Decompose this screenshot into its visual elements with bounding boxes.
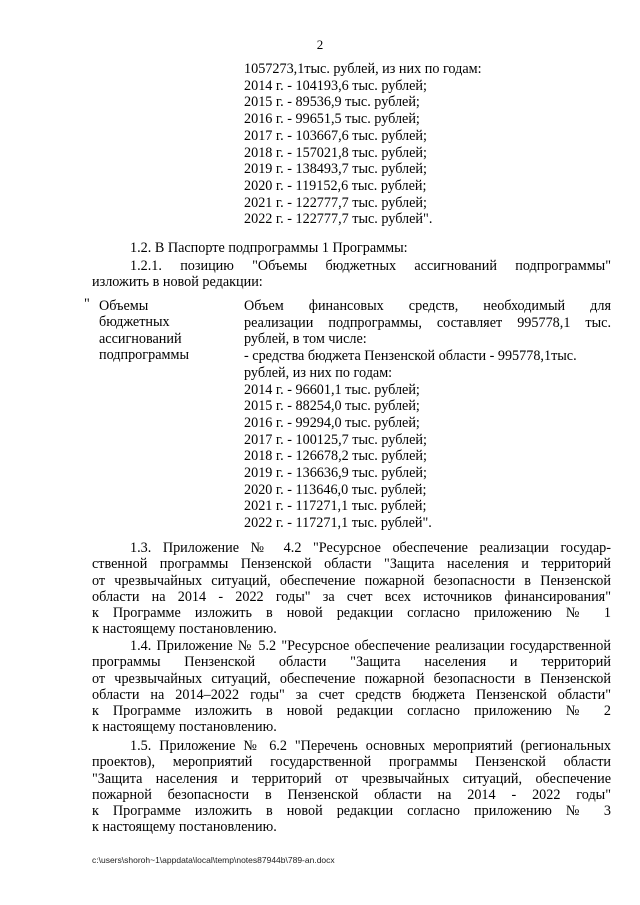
funding-by-year-list bbox=[244, 61, 482, 228]
paragraph-line: к Программе изложить в новой редакции согласно приложению № 3 bbox=[92, 803, 611, 820]
list-item: 2016 г. - 99294,0 тыс. рублей; bbox=[244, 414, 420, 431]
list-item: 2022 г. - 117271,1 тыс. рублей". bbox=[244, 515, 432, 532]
section-1-3 bbox=[92, 540, 611, 638]
paragraph-line: к настоящему постановлению. bbox=[92, 819, 277, 836]
table-label-line: Объемы bbox=[99, 298, 149, 314]
section-1-4 bbox=[92, 638, 611, 736]
paragraph-line: области на 2014 - 2022 годы" за счет всех источников финансирования" bbox=[92, 588, 611, 605]
list-item: 2014 г. - 96601,1 тыс. рублей; bbox=[244, 381, 420, 398]
paragraph-line: 1.4. Приложение № 5.2 "Ресурсное обеспечение реализации государственной bbox=[130, 638, 611, 654]
list-item: 2014 г. - 104193,6 тыс. рублей; bbox=[244, 77, 427, 94]
list-item: 2019 г. - 138493,7 тыс. рублей; bbox=[244, 161, 427, 178]
footer-file-path: c:\users\shoroh~1\appdata\local\temp\notes87944b\789-an.docx bbox=[92, 855, 335, 865]
table-text-line: - средства бюджета Пензенской области - 995778,1тыс. bbox=[244, 348, 577, 365]
table-text-line: Объем финансовых средств, необходимый для bbox=[244, 298, 611, 314]
list-item: 2017 г. - 100125,7 тыс. рублей; bbox=[244, 431, 427, 448]
list-item: 2016 г. - 99651,5 тыс. рублей; bbox=[244, 111, 420, 128]
paragraph-line: ственной программы Пензенской области "Защита населения и территорий bbox=[92, 556, 611, 573]
list-item: 2020 г. - 113646,0 тыс. рублей; bbox=[244, 481, 427, 498]
page-number: 2 bbox=[316, 37, 324, 52]
section-1-2: 1.2. В Паспорте подпрограммы 1 Программы: bbox=[130, 240, 408, 256]
paragraph-line: изложить в новой редакции: bbox=[92, 274, 263, 291]
section-1-5 bbox=[92, 738, 611, 836]
paragraph-line: пожарной безопасности в Пензенской области на 2014 - 2022 годы" bbox=[92, 786, 611, 803]
list-item: 2021 г. - 117271,1 тыс. рублей; bbox=[244, 498, 427, 515]
table-label-line: бюджетных bbox=[99, 314, 170, 331]
paragraph-line: от чрезвычайных ситуаций, обеспечение пожарной безопасности в Пензенской bbox=[92, 670, 611, 687]
paragraph-line: от чрезвычайных ситуаций, обеспечение пожарной безопасности в Пензенской bbox=[92, 572, 611, 589]
list-item: 2017 г. - 103667,6 тыс. рублей; bbox=[244, 127, 427, 144]
list-item: 1057273,1тыс. рублей, из них по годам: bbox=[244, 61, 482, 77]
table-left-cell bbox=[99, 298, 189, 363]
paragraph-line: 1.2.1. позицию "Объемы бюджетных ассигнований подпрограммы" bbox=[130, 258, 611, 274]
list-item: 2022 г. - 122777,7 тыс. рублей". bbox=[244, 211, 433, 228]
list-item: 2019 г. - 136636,9 тыс. рублей; bbox=[244, 465, 427, 482]
table-text-line: рублей, в том числе: bbox=[244, 331, 367, 348]
list-item: 2015 г. - 89536,9 тыс. рублей; bbox=[244, 94, 420, 111]
table-label-line: ассигнований bbox=[99, 330, 182, 347]
table-right-cell bbox=[244, 298, 611, 532]
table-text-line: реализации подпрограммы, составляет 995778,1 тыс. bbox=[244, 314, 611, 331]
paragraph-line: программы Пензенской области "Защита населения и территорий bbox=[92, 654, 611, 671]
table-text-line: рублей, из них по годам: bbox=[244, 364, 393, 381]
paragraph-line: 1.5. Приложение № 6.2 "Перечень основных мероприятий (региональных bbox=[130, 738, 611, 754]
table-label-line: подпрограммы bbox=[99, 346, 189, 363]
paragraph-line: "Защита населения и территорий от чрезвычайных ситуаций, обеспечение bbox=[92, 770, 611, 787]
list-item: 2015 г. - 88254,0 тыс. рублей; bbox=[244, 398, 420, 415]
paragraph-line: к настоящему постановлению. bbox=[92, 719, 277, 736]
paragraph-line: к настоящему постановлению. bbox=[92, 621, 277, 638]
open-quote: " bbox=[84, 296, 90, 312]
list-item: 2018 г. - 126678,2 тыс. рублей; bbox=[244, 448, 427, 465]
list-item: 2021 г. - 122777,7 тыс. рублей; bbox=[244, 194, 427, 211]
paragraph-line: к Программе изложить в новой редакции согласно приложению № 1 bbox=[92, 605, 611, 622]
paragraph-line: к Программе изложить в новой редакции согласно приложению № 2 bbox=[92, 703, 611, 720]
list-item: 2018 г. - 157021,8 тыс. рублей; bbox=[244, 144, 427, 161]
paragraph-line: проектов), мероприятий государственной программы Пензенской области bbox=[92, 754, 611, 771]
section-1-2-1 bbox=[92, 258, 611, 291]
list-item: 2020 г. - 119152,6 тыс. рублей; bbox=[244, 177, 427, 194]
paragraph-line: области на 2014–2022 годы" за счет средств бюджета Пензенской области" bbox=[92, 686, 611, 703]
paragraph-line: 1.3. Приложение № 4.2 "Ресурсное обеспечение реализации государ- bbox=[130, 540, 611, 556]
